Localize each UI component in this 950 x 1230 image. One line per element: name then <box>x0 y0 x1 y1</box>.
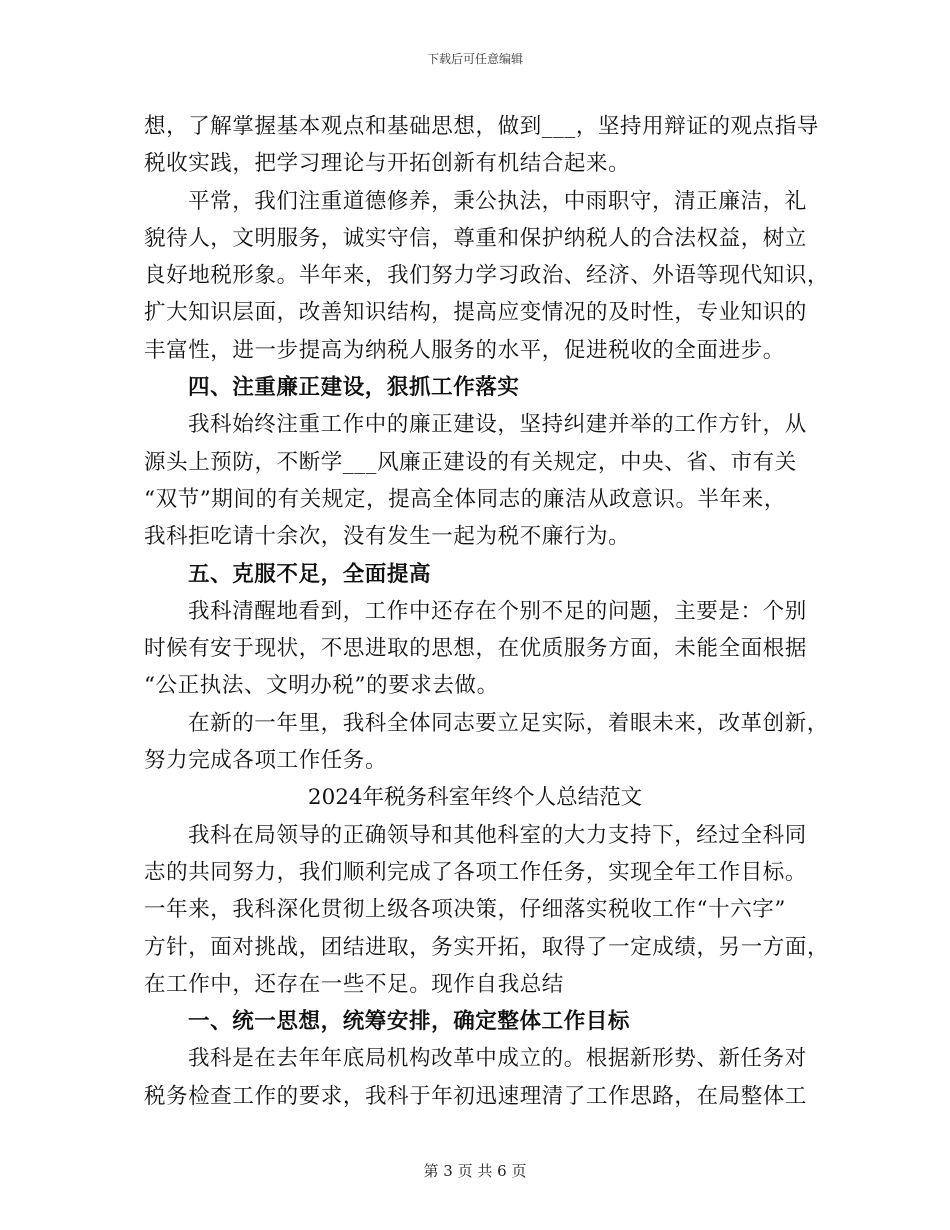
text-line: 时候有安于现状，不思进取的思想，在优质服务方面，未能全面根据 <box>144 636 808 662</box>
header-note: 下载后可任意编辑 <box>426 52 523 66</box>
section-heading: 五、克服不足，全面提高 <box>188 561 432 587</box>
document-title: 2024年税务科室年终个人总结范文 <box>307 785 643 811</box>
text-line: 志的共同努力，我们顺利完成了各项工作任务，实现全年工作目标。 <box>144 859 808 885</box>
text-line: 一年来，我科深化贯彻上级各项决策，仔细落实税收工作“十六字” <box>144 897 786 923</box>
text-line: 努力完成各项工作任务。 <box>144 748 388 774</box>
section-heading: 一、统一思想，统筹安排，确定整体工作目标 <box>188 1009 631 1035</box>
text-line: 良好地税形象。半年来，我们努力学习政治、经济、外语等现代知识， <box>144 263 830 289</box>
paragraph-start-line: 我科在局领导的正确领导和其他科室的大力支持下，经过全科同 <box>188 822 807 848</box>
page-number: 第 3 页 共 6 页 <box>423 1162 527 1180</box>
text-line: 在工作中，还存在一些不足。现作自我总结 <box>144 971 564 997</box>
paragraph-start-line: 我科是在去年年底局机构改革中成立的。根据新形势、新任务对 <box>188 1046 807 1072</box>
section-heading: 四、注重廉正建设，狠抓工作落实 <box>188 375 520 401</box>
paragraph-start-line: 我科始终注重工作中的廉正建设，坚持纠建并举的工作方针，从 <box>188 412 807 438</box>
text-line: 想，了解掌握基本观点和基础思想，做到___，坚持用辩证的观点指导 <box>144 114 819 139</box>
text-line: 我科拒吃请十余次，没有发生一起为税不廉行为。 <box>144 524 631 550</box>
text-line: “双节”期间的有关规定，提高全体同志的廉洁从政意识。半年来， <box>144 486 786 512</box>
text-line: 税务检查工作的要求，我科于年初迅速理清了工作思路，在局整体工 <box>144 1083 808 1109</box>
text-line: 源头上预防，不断学___风廉正建设的有关规定，中央、省、市有关 <box>144 449 797 475</box>
text-line: “公正执法、文明办税”的要求去做。 <box>144 673 499 699</box>
text-line: 方针，面对挑战，团结进取，务实开拓，取得了一定成绩，另一方面， <box>144 934 830 960</box>
text-line: 税收实践，把学习理论与开拓创新有机结合起来。 <box>144 151 631 177</box>
text-line: 丰富性，进一步提高为纳税人服务的水平，促进税收的全面进步。 <box>144 337 785 363</box>
text-line: 扩大知识层面，改善知识结构，提高应变情况的及时性，专业知识的 <box>144 300 808 326</box>
paragraph-start-line: 我科清醒地看到，工作中还存在个别不足的问题，主要是：个别 <box>188 598 807 624</box>
paragraph-start-line: 在新的一年里，我科全体同志要立足实际，着眼未来，改革创新， <box>188 710 829 736</box>
document-body <box>144 108 830 1115</box>
text-line: 貌待人，文明服务，诚实守信，尊重和保护纳税人的合法权益，树立 <box>144 225 808 251</box>
paragraph-start-line: 平常，我们注重道德修养，秉公执法，中雨职守，清正廉洁，礼 <box>188 188 807 214</box>
